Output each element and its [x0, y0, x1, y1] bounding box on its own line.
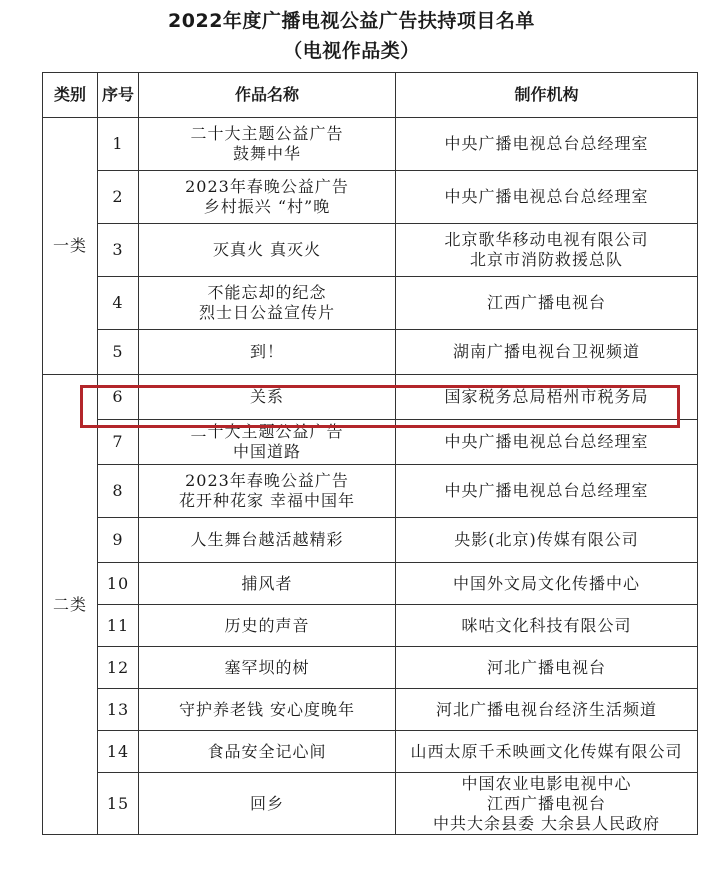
- row-number: 6: [98, 375, 139, 420]
- work-name-line: 二十大主题公益广告: [190, 124, 344, 143]
- producer-line: 国家税务总局梧州市税务局: [444, 387, 649, 406]
- category-cell: 一类: [43, 118, 98, 375]
- work-name-line: 回乡: [249, 793, 284, 813]
- producer-line: 咪咕文化科技有限公司: [461, 615, 632, 635]
- producer-line: 江西广播电视台: [486, 793, 606, 813]
- row-number: 11: [98, 605, 139, 647]
- work-name-line: 守护养老钱 安心度晚年: [178, 699, 356, 719]
- work-name-line: 不能忘却的纪念: [207, 283, 327, 302]
- producer-line: 河北广播电视台: [486, 657, 606, 677]
- row-number: 12: [98, 647, 139, 689]
- work-name-cell: [139, 277, 396, 330]
- row-number: 4: [98, 277, 139, 330]
- work-name-line: 2023年春晚公益广告: [185, 177, 349, 196]
- producer-cell: [396, 118, 698, 171]
- work-name-line: 中国道路: [232, 442, 301, 461]
- work-name-line: 塞罕坝的树: [224, 657, 310, 677]
- work-name-cell: [139, 518, 396, 563]
- work-name-line: 烈士日公益宣传片: [198, 303, 335, 322]
- row-number: 2: [98, 171, 139, 224]
- row-number: 9: [98, 518, 139, 563]
- producer-line: 中央广播电视总台总经理室: [444, 134, 649, 153]
- table-row: [43, 773, 698, 835]
- producer-line: 北京歌华移动电视有限公司: [444, 230, 649, 249]
- work-name-line: 花开种花家 幸福中国年: [178, 491, 356, 510]
- producer-cell: [396, 171, 698, 224]
- work-name-line: 2023年春晚公益广告: [185, 471, 349, 490]
- work-name-cell: [139, 171, 396, 224]
- producer-cell: [396, 518, 698, 563]
- work-name-line: 捕风者: [241, 573, 293, 593]
- work-name-cell: [139, 647, 396, 689]
- producer-line: 中央广播电视总台总经理室: [444, 481, 649, 500]
- work-name-line: 二十大主题公益广告: [190, 422, 344, 441]
- category-cell: 二类: [43, 375, 98, 835]
- row-number: 10: [98, 563, 139, 605]
- table-row: [43, 171, 698, 224]
- row-number: 5: [98, 330, 139, 375]
- row-number: 8: [98, 465, 139, 518]
- work-name-line: 关系: [249, 387, 284, 406]
- work-name-line: 食品安全记心间: [207, 741, 327, 761]
- table-row: [43, 605, 698, 647]
- producer-cell: [396, 224, 698, 277]
- producer-cell: [396, 773, 698, 835]
- producer-cell: [396, 647, 698, 689]
- producer-cell: [396, 465, 698, 518]
- producer-cell: [396, 563, 698, 605]
- producer-line: 中国农业电影电视中心: [461, 773, 632, 793]
- producer-line: 中央广播电视总台总经理室: [444, 187, 649, 206]
- table-row: [43, 689, 698, 731]
- work-name-cell: [139, 118, 396, 171]
- table-row: [43, 465, 698, 518]
- work-name-cell: [139, 731, 396, 773]
- table-row: [43, 277, 698, 330]
- producer-line: 湖南广播电视台卫视频道: [452, 342, 640, 361]
- row-number: 13: [98, 689, 139, 731]
- row-number: 3: [98, 224, 139, 277]
- work-name-line: 乡村振兴 “村”晚: [203, 197, 331, 216]
- table-header-row: [43, 73, 698, 118]
- document-subtitle: （电视作品类）: [283, 40, 420, 62]
- header-number: 序号: [98, 73, 139, 118]
- table-row: [43, 118, 698, 171]
- producer-line: 江西广播电视台: [486, 293, 606, 312]
- producer-line: 中央广播电视总台总经理室: [444, 432, 649, 451]
- work-name-cell: [139, 563, 396, 605]
- highlight-box: [80, 385, 680, 428]
- work-name-cell: [139, 465, 396, 518]
- producer-line: 山西太原千禾映画文化传媒有限公司: [410, 741, 683, 761]
- table-row: [43, 563, 698, 605]
- table-row: [43, 330, 698, 375]
- work-name-line: 灭真火 真灭火: [212, 240, 322, 259]
- producer-cell: [396, 277, 698, 330]
- work-name-cell: [139, 330, 396, 375]
- table-row: [43, 731, 698, 773]
- document-title: 2022年度广播电视公益广告扶持项目名单: [168, 10, 535, 32]
- work-name-cell: [139, 689, 396, 731]
- table-row: [43, 518, 698, 563]
- work-name-line: 到！: [249, 342, 284, 361]
- producer-line: 中国外文局文化传播中心: [452, 573, 640, 593]
- producer-line: 央影(北京)传媒有限公司: [454, 530, 639, 549]
- work-name-line: 鼓舞中华: [232, 144, 301, 163]
- header-work-name: 作品名称: [139, 73, 396, 118]
- work-name-cell: [139, 224, 396, 277]
- row-number: 15: [98, 773, 139, 835]
- row-number: 7: [98, 420, 139, 465]
- producer-cell: [396, 330, 698, 375]
- producer-line: 北京市消防救援总队: [469, 250, 623, 269]
- table-row: [43, 647, 698, 689]
- producer-line: 河北广播电视台经济生活频道: [435, 699, 657, 719]
- work-name-line: 历史的声音: [224, 615, 310, 635]
- producer-cell: [396, 605, 698, 647]
- table-row: [43, 224, 698, 277]
- row-number: 1: [98, 118, 139, 171]
- producer-cell: [396, 731, 698, 773]
- work-name-cell: [139, 773, 396, 835]
- header-category: 类别: [43, 73, 98, 118]
- work-name-line: 人生舞台越活越精彩: [190, 530, 344, 549]
- producer-line: 中共大余县委 大余县人民政府: [432, 813, 661, 833]
- project-table: [42, 72, 698, 835]
- producer-cell: [396, 689, 698, 731]
- header-producer: 制作机构: [396, 73, 698, 118]
- row-number: 14: [98, 731, 139, 773]
- work-name-cell: [139, 605, 396, 647]
